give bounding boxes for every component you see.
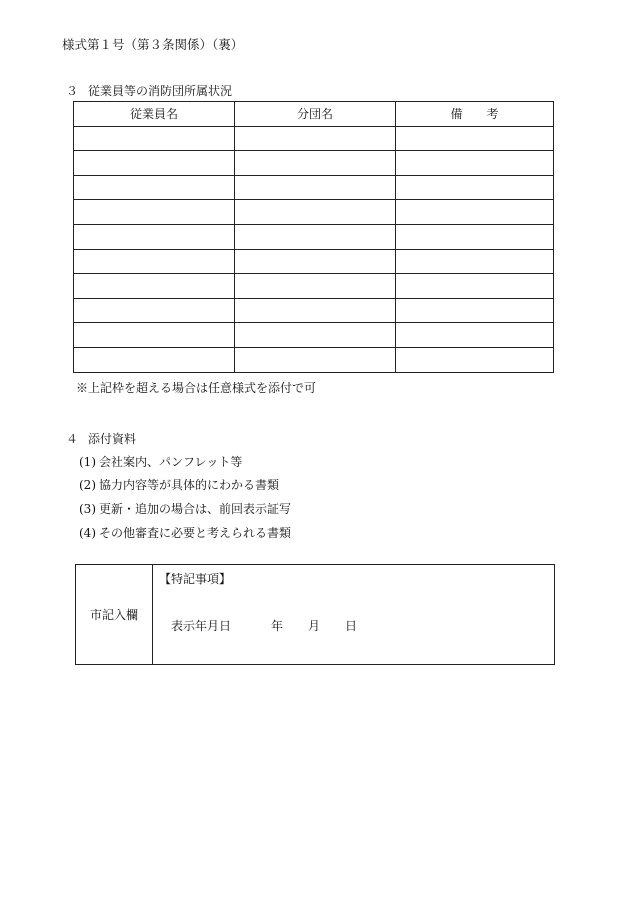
attachment-marker: (4) xyxy=(79,526,96,540)
remarks-cell[interactable] xyxy=(396,347,554,372)
remarks-cell[interactable] xyxy=(396,126,554,151)
employee-name-cell[interactable] xyxy=(74,175,235,200)
section4-heading xyxy=(66,430,136,447)
employee-name-cell[interactable] xyxy=(74,151,235,176)
employee-name-cell[interactable] xyxy=(74,126,235,151)
division-name-cell[interactable] xyxy=(235,249,396,274)
display-date-label: 表示年月日 xyxy=(171,619,232,633)
attachment-item xyxy=(79,476,279,493)
division-name-cell[interactable] xyxy=(235,224,396,249)
employee-name-cell[interactable] xyxy=(74,249,235,274)
attachment-item xyxy=(79,453,242,470)
attachment-marker: (3) xyxy=(79,502,96,516)
attachment-text: 会社案内、パンフレット等 xyxy=(99,455,243,469)
table-row xyxy=(74,347,554,372)
division-name-cell[interactable] xyxy=(235,175,396,200)
attachment-item xyxy=(79,524,291,541)
table-row xyxy=(74,323,554,348)
remarks-cell[interactable] xyxy=(396,200,554,225)
table-overflow-note: ※上記枠を超える場合は任意様式を添付で可 xyxy=(76,381,317,395)
year-unit: 年 xyxy=(271,619,284,633)
table-row xyxy=(74,249,554,274)
remarks-cell[interactable] xyxy=(396,274,554,299)
attachment-text: 協力内容等が具体的にわかる書類 xyxy=(99,478,280,492)
employee-name-cell[interactable] xyxy=(74,347,235,372)
day-unit: 日 xyxy=(345,619,358,633)
division-name-cell[interactable] xyxy=(235,200,396,225)
remarks-cell[interactable] xyxy=(396,323,554,348)
remarks-cell[interactable] xyxy=(396,175,554,200)
column-header-remarks: 備 考 xyxy=(396,102,554,127)
remarks-cell[interactable] xyxy=(396,298,554,323)
section3-title: 従業員等の消防団所属状況 xyxy=(88,84,233,98)
table-row xyxy=(74,151,554,176)
table-row xyxy=(74,200,554,225)
employee-name-cell[interactable] xyxy=(74,200,235,225)
employee-name-cell[interactable] xyxy=(74,274,235,299)
employee-name-cell[interactable] xyxy=(74,323,235,348)
column-header-employee-name: 従業員名 xyxy=(74,102,235,127)
section4-title: 添付資料 xyxy=(88,432,137,446)
division-name-cell[interactable] xyxy=(235,126,396,151)
city-use-label: 市記入欄 xyxy=(89,608,138,622)
section3-number: ３ xyxy=(66,84,79,98)
table-row xyxy=(74,126,554,151)
city-use-label-cell xyxy=(76,565,153,664)
employee-name-cell[interactable] xyxy=(74,298,235,323)
division-name-cell[interactable] xyxy=(235,323,396,348)
special-notes-title: 【特記事項】 xyxy=(159,572,232,586)
division-name-cell[interactable] xyxy=(235,347,396,372)
table-header-row xyxy=(74,102,554,127)
remarks-cell[interactable] xyxy=(396,249,554,274)
division-name-cell[interactable] xyxy=(235,274,396,299)
form-title: 様式第１号（第３条関係）（裏） xyxy=(62,37,244,52)
attachment-marker: (2) xyxy=(79,478,96,492)
table-row xyxy=(74,298,554,323)
table-row xyxy=(74,274,554,299)
remarks-cell[interactable] xyxy=(396,151,554,176)
attachment-text: その他審査に必要と考えられる書類 xyxy=(99,526,292,540)
section3-heading xyxy=(66,82,232,99)
table-row xyxy=(74,175,554,200)
attachment-item xyxy=(79,500,291,517)
table-row xyxy=(74,224,554,249)
column-header-division-name: 分団名 xyxy=(235,102,396,127)
display-date-row xyxy=(171,617,357,634)
section4-number: ４ xyxy=(66,432,79,446)
attachment-marker: (1) xyxy=(79,455,96,469)
attachment-text: 更新・追加の場合は、前回表示証写 xyxy=(99,502,292,516)
division-name-cell[interactable] xyxy=(235,298,396,323)
employee-name-cell[interactable] xyxy=(74,224,235,249)
city-use-box xyxy=(75,564,555,665)
month-unit: 月 xyxy=(308,619,321,633)
division-name-cell[interactable] xyxy=(235,151,396,176)
remarks-cell[interactable] xyxy=(396,224,554,249)
fire-brigade-roster-table xyxy=(73,101,554,373)
